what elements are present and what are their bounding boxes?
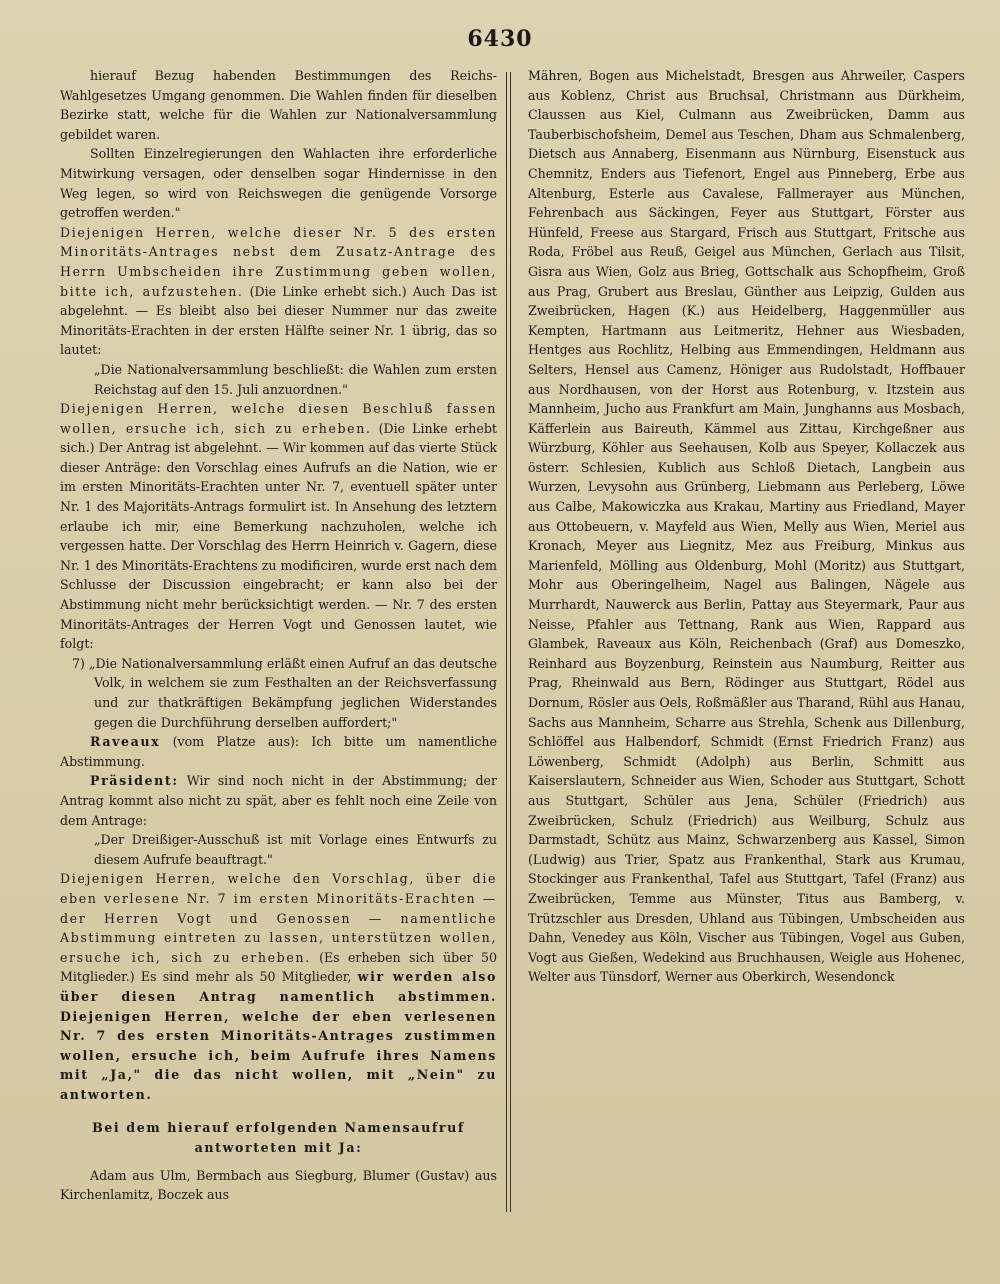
paragraph: Sollten Einzelregierungen den Wahlacten ihre erforderliche Mitwirkung versagen, oder denselben sogar Hindernisse in den Weg legen, so wird von Reichswegen die genügende Vorsorge getroffen werden." [60, 146, 497, 221]
text: (Es erheben sich über 50 Mitglieder.) Es sind mehr als 50 Mitglieder, [60, 949, 497, 985]
paragraph [60, 771, 497, 830]
column-divider [506, 72, 507, 1212]
paragraph [60, 399, 497, 654]
page-number: 6430 [467, 26, 533, 52]
speaker-name: Raveaux [90, 734, 161, 750]
right-column [528, 66, 965, 1272]
spaced-text: wir werden also über diesen Antrag namentlich abstimmen. Diejenigen Herren, welche der eben verlesenen Nr. 7 des ersten Minoritäts-Antrages zustimmen wollen, ersuche ich, beim Aufrufe ihres Namens mit „Ja," die das nicht wollen, mit „Nein" zu antworten. [60, 969, 497, 1102]
paragraph [60, 223, 497, 360]
quotation-numbered: 7) „Die Nationalversammlung erläßt einen Aufruf an das deutsche Volk, in welchem sie zum Festhalten an der Reichsverfassung und zur thatkräftigen Bekämpfung jeglichen Widerstandes gegen die Durchführung derselben auffordert;" [72, 655, 497, 730]
spaced-text: Diejenigen Herren, welche diesen Beschluß fassen wollen, ersuche ich, sich zu erheben. [60, 401, 497, 436]
spaced-text: Diejenigen Herren, welche dieser Nr. 5 des ersten Minoritäts-Antrages nebst dem Zusatz-Antrage des Herrn Umbscheiden ihre Zustimmung geben wollen, bitte ich, aufzustehen. [60, 224, 497, 299]
quotation: „Der Dreißiger-Ausschuß ist mit Vorlage eines Entwurfs zu diesem Aufrufe beauftragt." [94, 832, 497, 867]
section-heading: Bei dem hierauf erfolgenden Namensaufruf antworteten mit Ja: [92, 1120, 465, 1156]
name-list: Adam aus Ulm, Bermbach aus Siegburg, Blumer (Gustav) aus Kirchenlamitz, Boczek aus [60, 1167, 497, 1203]
spaced-text: Diejenigen Herren, welche den Vorschlag, über die eben verlesene Nr. 7 im ersten Minoritäts-Erachten — der Herren Vogt und Genossen — namentliche Abstimmung eintreten zu lassen, unterstützen wollen, ersuche ich, sich zu erheben. [60, 871, 497, 965]
text: Wir sind noch nicht in der Abstimmung; der Antrag kommt also nicht zu spät, aber es fehlt noch eine Zeile von dem Antrage: [60, 773, 497, 828]
name-list: Mähren, Bogen aus Michelstadt, Bresgen aus Ahrweiler, Caspers aus Koblenz, Christ aus Bruchsal, Christmann aus Dürkheim, Claussen aus Kiel, Culmann aus Zweibrücken, Damm aus Tauberbischofsheim, Demel aus Teschen, Dham aus Schmalenberg, Dietsch aus Annaberg, Eisenmann aus Nürnburg, Eisenstuck aus Chemnitz, Enders aus Tiefenort, Engel aus Pinneberg, Erbe aus Altenburg, Esterle aus Cavalese, Fallmerayer aus München, Fehrenbach aus Säckingen, Feyer aus Stuttgart, Förster aus Hünfeld, Freese aus Stargard, Frisch aus Stuttgart, Fritsche aus Roda, Fröbel aus Reuß, Geigel aus München, Gerlach aus Tilsit, Gisra aus Wien, Golz aus Brieg, Gottschalk aus Schopfheim, Groß aus Prag, Grubert aus Breslau, Günther aus Leipzig, Gulden aus Zweibrücken, Hagen (K.) aus Heidelberg, Haggenmüller aus Kempten, Hartmann aus Leitmeritz, Hehner aus Wiesbaden, Hentges aus Rochlitz, Helbing aus Emmendingen, Heldmann aus Selters, Hensel aus Camenz, Höniger aus Rudolstadt, Hoffbauer aus Nordhausen, von der Horst aus Rotenburg, v. Itzstein aus Mannheim, Jucho aus Frankfurt am Main, Junghanns aus Mosbach, Käfferlein aus Baireuth, Kämmel aus Zittau, Kirchgeßner aus Würzburg, Köhler aus Seehausen, Kolb aus Speyer, Kollaczek aus österr. Schlesien, Kublich aus Schloß Dietach, Langbein aus Wurzen, Levysohn aus Grünberg, Liebmann aus Perleberg, Löwe aus Calbe, Makowiczka aus Krakau, Martiny aus Friedland, Mayer aus Ottobeuern, v. Mayfeld aus Wien, Melly aus Wien, Meriel aus Kronach, Meyer aus Liegnitz, Mez aus Freiburg, Minkus aus Marienfeld, Mölling aus Oldenburg, Mohl (Moritz) aus Stuttgart, Mohr aus Oberingelheim, Nagel aus Balingen, Nägele aus Murrhardt, Nauwerck aus Berlin, Pattay aus Steyermark, Paur aus Neisse, Pfahler aus Tettnang, Rank aus Wien, Rappard aus Glambek, Raveaux aus Köln, Reichenbach (Graf) aus Domeszko, Reinhard aus Boyzenburg, Reinstein aus Naumburg, Reitter aus Prag, Rheinwald aus Bern, Rödinger aus Stuttgart, Rödel aus Dornum, Rösler aus Oels, Roßmäßler aus Tharand, Rühl aus Hanau, Sachs aus Mannheim, Scharre aus Strehla, Schenk aus Dillenburg, Schlöffel aus Halbendorf, Schmidt (Ernst Friedrich Franz) aus Löwenberg, Schmidt (Adolph) aus Berlin, Schmitt aus Kaiserslautern, Schneider aus Wien, Schoder aus Stuttgart, Schott aus Stuttgart, Schüler aus Jena, Schüler (Friedrich) aus Zweibrücken, Schulz (Friedrich) aus Weilburg, Schulz aus Darmstadt, Schütz aus Mainz, Schwarzenberg aus Kassel, Simon (Ludwig) aus Trier, Spatz aus Frankenthal, Stark aus Krumau, Stockinger aus Frankenthal, Tafel aus Stuttgart, Tafel (Franz) aus Zweibrücken, Temme aus Münster, Titus aus Bamberg, v. Trützschler aus Dresden, Uhland aus Tübingen, Umbscheiden aus Dahn, Venedey aus Köln, Vischer aus Tübingen, Vogel aus Guben, Vogt aus Gießen, Wedekind aus Bruchhausen, Weigle aus Hohenec, Welter aus Tünsdorf, Werner aus Oberkirch, Wesendonck [528, 68, 965, 985]
speaker-name: Präsident: [90, 773, 179, 789]
text: (Die Linke erhebt sich.) Auch Das ist abgelehnt. — Es bleibt also bei dieser Nummer nur das zweite Minoritäts-Erachten in der ersten Hälfte seiner Nr. 1 übrig, das so lautet: [60, 283, 497, 358]
text: (vom Platze aus): Ich bitte um namentliche Abstimmung. [60, 734, 497, 769]
left-column [60, 66, 497, 1272]
text: (Die Linke erhebt sich.) Der Antrag ist abgelehnt. — Wir kommen auf das vierte Stück dieser Anträge: den Vorschlag eines Aufrufs an die Nation, wie er im ersten Minoritäts-Erachten unter Nr. 7, eventuell später unter Nr. 1 des Majoritäts-Antrags formulirt ist. In Ansehung des letztern erlaube ich mir, eine Bemerkung nachzuholen, welche ich vergessen hatte. Der Vorschlag des Herrn Heinrich v. Gagern, diese Nr. 1 des Minoritäts-Erachtens zu modificiren, wurde erst nach dem Schlusse der Discussion eingebracht; er kann also bei der Abstimmung nicht mehr berücksichtigt werden. — Nr. 7 des ersten Minoritäts-Antrages der Herren Vogt und Genossen lautet, wie folgt: [60, 420, 497, 652]
paragraph: hierauf Bezug habenden Bestimmungen des Reichs-Wahlgesetzes Umgang genommen. Die Wahlen finden für dieselben Bezirke statt, welche für die Wahlen zur Nationalversammlung gebildet waren. [60, 68, 497, 142]
paragraph [60, 869, 497, 1104]
quotation: „Die Nationalversammlung beschließt: die Wahlen zum ersten Reichstag auf den 15. Juli anzuordnen." [94, 361, 497, 397]
paragraph [60, 732, 497, 771]
column-divider-inner [510, 72, 511, 1212]
